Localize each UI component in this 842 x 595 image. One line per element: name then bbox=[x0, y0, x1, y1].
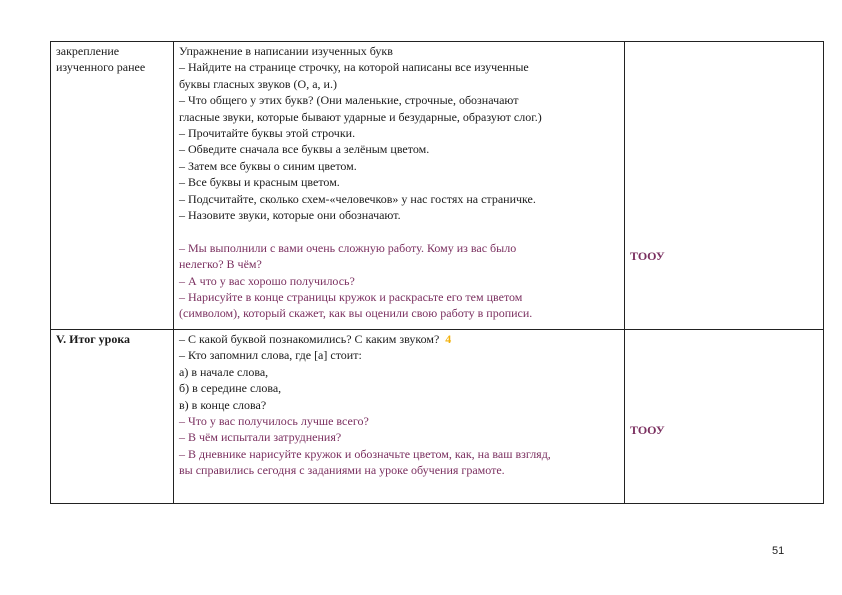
marker-number: 4 bbox=[445, 332, 452, 346]
reflection-line: – Нарисуйте в конце страницы кружок и раскрасьте его тем цветом bbox=[179, 290, 523, 305]
reflection-line: – В чём испытали затруднения? bbox=[179, 430, 342, 445]
content-line: – Затем все буквы о синим цветом. bbox=[179, 158, 357, 173]
table-row bbox=[51, 42, 824, 330]
content-line: – Кто запомнил слова, где [а] стоит: bbox=[179, 348, 362, 363]
reflection-line: – В дневнике нарисуйте кружок и обозначьте цветом, как, на ваш взгляд, bbox=[179, 446, 551, 461]
content-line bbox=[179, 331, 620, 347]
content-line: а) в начале слова, bbox=[179, 364, 269, 379]
content-line: Упражнение в написании изученных букв bbox=[179, 44, 393, 58]
content-line: – Что общего у этих букв? (Они маленькие, строчные, обозначают bbox=[179, 93, 519, 108]
content-line: б) в середине слова, bbox=[179, 381, 282, 396]
content-line: – Прочитайте буквы этой строчки. bbox=[179, 126, 356, 141]
content-line: – Назовите звуки, которые они обозначают. bbox=[179, 208, 401, 223]
table-row bbox=[51, 330, 824, 504]
lesson-plan-table bbox=[50, 41, 824, 504]
content-line: – Все буквы и красным цветом. bbox=[179, 175, 340, 190]
stage-line: V. Итог урока bbox=[56, 332, 131, 346]
reflection-line: нелегко? В чём? bbox=[179, 257, 262, 272]
reflection-line: (символом), который скажет, как вы оценили свою работу в прописи. bbox=[179, 306, 533, 321]
stage-cell bbox=[51, 330, 174, 504]
content-cell bbox=[174, 330, 625, 504]
reflection-line: – Что у вас получилось лучше всего? bbox=[179, 414, 369, 429]
stage-line: закрепление bbox=[56, 44, 120, 58]
content-cell bbox=[174, 42, 625, 330]
competency-badge: ТООУ bbox=[630, 249, 665, 263]
spacer bbox=[179, 223, 620, 239]
stage-line: изученного ранее bbox=[56, 60, 146, 75]
content-line: гласные звуки, которые бывают ударные и безударные, образуют слог.) bbox=[179, 109, 542, 124]
content-line: – Обведите сначала все буквы а зелёным цветом. bbox=[179, 142, 430, 157]
content-line: – Найдите на странице строчку, на которой написаны все изученные bbox=[179, 60, 529, 75]
page-number: 51 bbox=[772, 545, 785, 557]
content-line: в) в конце слова? bbox=[179, 397, 267, 412]
reflection-line: вы справились сегодня с заданиями на уроке обучения грамоте. bbox=[179, 463, 505, 478]
content-text: – С какой буквой познакомились? С каким звуком? bbox=[179, 332, 440, 346]
competency-cell bbox=[625, 330, 824, 504]
content-line: буквы гласных звуков (О, а, и.) bbox=[179, 76, 337, 91]
reflection-line: – А что у вас хорошо получилось? bbox=[179, 273, 355, 288]
competency-cell bbox=[625, 42, 824, 330]
reflection-line: – Мы выполнили с вами очень сложную работу. Кому из вас было bbox=[179, 240, 517, 255]
competency-badge: ТООУ bbox=[630, 423, 665, 437]
stage-cell bbox=[51, 42, 174, 330]
content-line: – Подсчитайте, сколько схем-«человечков» у нас гостях на страничке. bbox=[179, 191, 536, 206]
